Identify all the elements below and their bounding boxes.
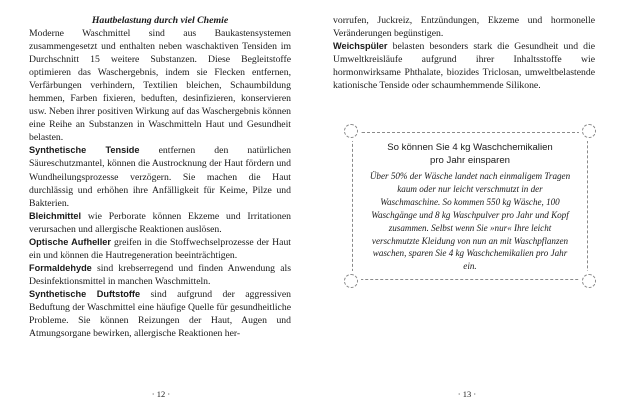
term-aufheller: Optische Aufheller: [29, 236, 111, 247]
tip-box-body: Über 50% der Wäsche landet nach einmaligem Tragen kaum oder nur leicht verschmutzt in der Waschmaschine. So kommen 550 kg Wäsche, 100 Waschgänge und 8 kg Waschpulver pro Jahr und Kopf zusammen. Selbst wenn Sie »nur« Ihre leicht verschmutzte Kleidung von nun an mit Waschpflanzen waschen, sparen Sie 4 kg Waschchemikalien pro Jahr ein.: [369, 171, 571, 272]
page-number-right: · 13 ·: [457, 389, 477, 399]
continued-paragraph: vorrufen, Juckreiz, Entzündungen, Ekzeme und hormonelle Veränderungen begünstigen.: [333, 15, 595, 40]
tip-box: [352, 132, 588, 280]
intro-paragraph: Moderne Waschmittel sind aus Baukastensystemen zusammengesetzt und enthalten neben waschaktiven Tensiden im Durchschnitt 15 weitere Substanzen. Diese Begleitstoffe optimieren das Waschergebnis, indem sie Flecken entfernen, Verfärbungen verhindern, Textilien bleichen, Schaumbildung hemmen, Farben fixieren, beduften, desinfizieren, konservieren usw. Neben ihrer positiven Wirkung auf das Waschergebnis können eine Reihe an Substanzen in Waschmitteln Haut und Gesundheit belasten.: [29, 28, 291, 144]
text-tenside: entfernen den natürlichen Säureschutzmantel, können die Austrocknung der Haut fördern und Wundheilungsprozesse verzögern. Sie machen die Haut durchlässig und erhöhen ihre Anfälligkeit für Keime, Pilze und Bakterien.: [29, 145, 291, 209]
term-duftstoffe: Synthetische Duftstoffe: [29, 288, 141, 299]
box-corner-ornament: [351, 271, 361, 281]
paragraph-formaldehyde: [29, 262, 291, 288]
page-number-left: · 12 ·: [151, 389, 171, 399]
paragraph-bleichmittel: [29, 210, 291, 236]
left-page: [29, 14, 291, 340]
box-corner-ornament: [579, 131, 589, 141]
term-formaldehyde: Formaldehyde: [29, 262, 92, 273]
text-bleichmittel: wie Perborate können Ekzeme und Irritationen verursachen und allergische Reaktionen auslösen.: [29, 210, 291, 235]
tip-box-title: [367, 141, 573, 167]
tip-box-title-line1: So können Sie 4 kg Waschchemikalien: [387, 142, 553, 153]
paragraph-weichspueler: [333, 40, 595, 92]
paragraph-aufheller: [29, 236, 291, 262]
paragraph-tenside: [29, 144, 291, 209]
term-weichspueler: Weichspüler: [333, 41, 388, 52]
box-corner-ornament: [579, 271, 589, 281]
right-page: [333, 14, 595, 92]
text-duftstoffe: sind aufgrund der aggressiven Beduftung der Waschmittel eine häufige Quelle für gesundheitliche Probleme. Sie können Reizungen der Haut, Augen und Atmungsorgane bewirken, allergische Reaktionen her-: [29, 288, 291, 340]
term-bleichmittel: Bleichmittel: [29, 210, 82, 221]
text-formaldehyde: sind krebserregend und finden Anwendung als Desinfektionsmittel in manchen Waschmitteln.: [29, 262, 291, 287]
text-weichspueler: belasten besonders stark die Gesundheit und die Umweltkreisläufe aufgrund ihrer Inhaltsstoffe wie hormonwirksame Phthalate, biozides Triclosan, umweltbelastende kationische Tenside oder schaumhemmende Silikone.: [333, 41, 595, 92]
text-aufheller: greifen in die Stoffwechselprozesse der Haut ein und können die Hautregeneration beeinträchtigen.: [29, 236, 291, 261]
section-heading: Hautbelastung durch viel Chemie: [91, 15, 229, 26]
paragraph-duftstoffe: [29, 288, 291, 340]
box-corner-ornament: [351, 131, 361, 141]
term-tenside: Synthetische Tenside: [29, 145, 140, 156]
tip-box-title-line2: pro Jahr einsparen: [430, 155, 510, 166]
